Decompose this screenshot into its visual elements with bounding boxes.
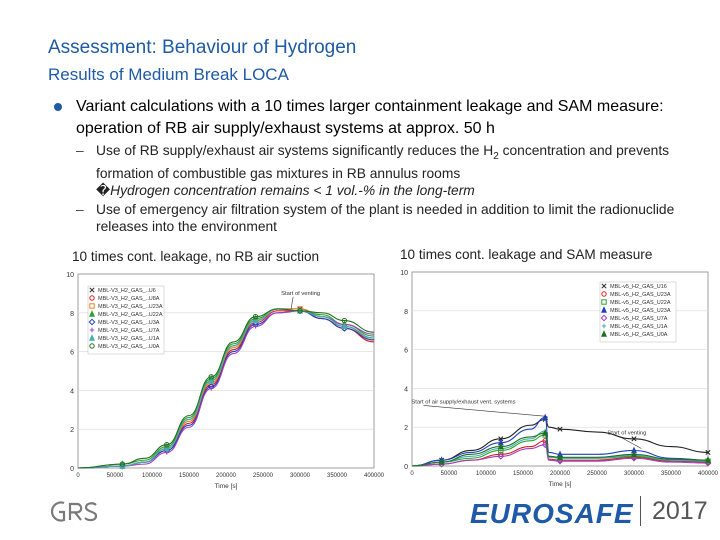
x-tick-label: 0 xyxy=(76,473,80,479)
x-tick-label: 100000 xyxy=(141,473,163,479)
x-tick-label: 200000 xyxy=(215,473,237,479)
year-label: 2017 xyxy=(652,497,708,525)
main-bullet-text: Variant calculations with a 10 times larger containment leakage and SAM measure: operation of RB air supply/exhaust systems at approx. 50 h xyxy=(76,98,664,137)
x-tick-label: 50000 xyxy=(106,473,124,479)
y-tick-label: 8 xyxy=(70,310,74,318)
legend-label: MBL-v5_H2_GAS_U0A xyxy=(610,332,668,338)
left-chart-title: 10 times cont. leakage, no RB air suction xyxy=(72,249,320,264)
x-axis-label: Time [s] xyxy=(214,483,238,490)
y-tick-label: 6 xyxy=(70,349,74,357)
y-tick-label: 0 xyxy=(70,466,74,473)
left-chart xyxy=(58,268,385,496)
sub-bullet-1-subscript: 2 xyxy=(493,150,499,162)
x-tick-label: 350000 xyxy=(660,471,682,477)
slide-title: Assessment: Behaviour of Hydrogen xyxy=(48,37,357,58)
x-tick-label: 400000 xyxy=(697,471,719,477)
legend-label: MBL-v5_H2_GAS_U1A xyxy=(610,324,668,330)
legend-label: MBL-V3_H2_GAS_..U7A xyxy=(98,328,160,334)
right-chart-title: 10 times cont. leakage and SAM measure xyxy=(400,247,653,262)
legend-label: MBL-v5_H2_GAS_U23A xyxy=(610,292,671,298)
y-tick-label: 10 xyxy=(66,272,74,279)
right-chart xyxy=(392,266,719,494)
x-tick-label: 250000 xyxy=(252,473,274,479)
x-tick-label: 250000 xyxy=(586,471,608,477)
sub-bullet-1-text xyxy=(96,142,696,199)
bullet-icon xyxy=(54,103,62,111)
x-tick-label: 50000 xyxy=(440,471,458,477)
x-tick-label: 100000 xyxy=(475,471,497,477)
x-tick-label: 350000 xyxy=(326,473,348,479)
y-tick-label: 4 xyxy=(70,388,74,396)
x-tick-label: 300000 xyxy=(289,473,311,479)
x-tick-label: 150000 xyxy=(512,471,534,477)
legend-label: MBL-V3_H2_GAS_..U3A xyxy=(98,320,160,326)
sub-bullet-1-suffix: concentration and prevents formation of combustible gas mixtures in RB annulus rooms xyxy=(96,143,670,181)
annotation-label: Start of venting xyxy=(281,290,321,297)
legend-label: MBL-v5_H2_GAS_U23A xyxy=(610,308,671,314)
legend-label: MBL-V3_H2_GAS_..U22A xyxy=(98,312,163,318)
y-tick-label: 0 xyxy=(404,464,408,471)
annotation-label: Start of venting xyxy=(607,430,647,437)
legend-label: MBL-v5_H2_GAS_U7A xyxy=(610,316,668,322)
legend-label: MBL-v5_H2_GAS_U22A xyxy=(610,300,671,306)
legend-label: MBL-V3_H2_GAS_..U1A xyxy=(98,336,160,342)
sub-bullet-1-italic: Hydrogen concentration remains < 1 vol.-% in the long-term xyxy=(110,182,475,198)
logo-divider xyxy=(640,496,641,526)
y-tick-label: 4 xyxy=(404,386,408,394)
x-axis-label: Time [s] xyxy=(548,481,572,488)
y-tick-label: 10 xyxy=(400,270,408,277)
y-tick-label: 2 xyxy=(404,425,408,433)
x-tick-label: 150000 xyxy=(178,473,200,479)
y-tick-label: 6 xyxy=(404,347,408,355)
y-tick-label: 8 xyxy=(404,308,408,316)
legend-label: MBL-V3_H2_GAS_..U6 xyxy=(98,288,156,294)
x-tick-label: 300000 xyxy=(623,471,645,477)
sub-bullet-1-prefix: Use of RB supply/exhaust air systems significantly reduces the H xyxy=(96,143,494,158)
grs-logo xyxy=(50,499,102,525)
y-tick-label: 2 xyxy=(70,427,74,435)
sub-bullet-2-text: Use of emergency air filtration system of the plant is needed in addition to limit the radionuclide releases into the environment xyxy=(96,202,675,234)
slide-subtitle: Results of Medium Break LOCA xyxy=(48,65,289,84)
x-tick-label: 200000 xyxy=(549,471,571,477)
legend-label: MBL-V3_H2_GAS_..U8A xyxy=(98,296,160,302)
eurosafe-logo xyxy=(468,495,636,529)
legend-label: MBL-v5_H2_GAS_U16 xyxy=(610,284,667,290)
arrow-icon: � xyxy=(96,182,111,198)
legend-label: MBL-V3_H2_GAS_..U0A xyxy=(98,344,160,350)
annotation-label: Start of air supply/exhaust vent. systems xyxy=(411,399,516,406)
dash-icon: – xyxy=(76,202,84,217)
legend-label: MBL-V3_H2_GAS_..U23A xyxy=(98,304,163,310)
dash-icon: – xyxy=(76,143,84,158)
x-tick-label: 400000 xyxy=(363,473,385,479)
x-tick-label: 0 xyxy=(410,471,414,477)
svg-text:EUROSAFE: EUROSAFE xyxy=(470,498,634,529)
